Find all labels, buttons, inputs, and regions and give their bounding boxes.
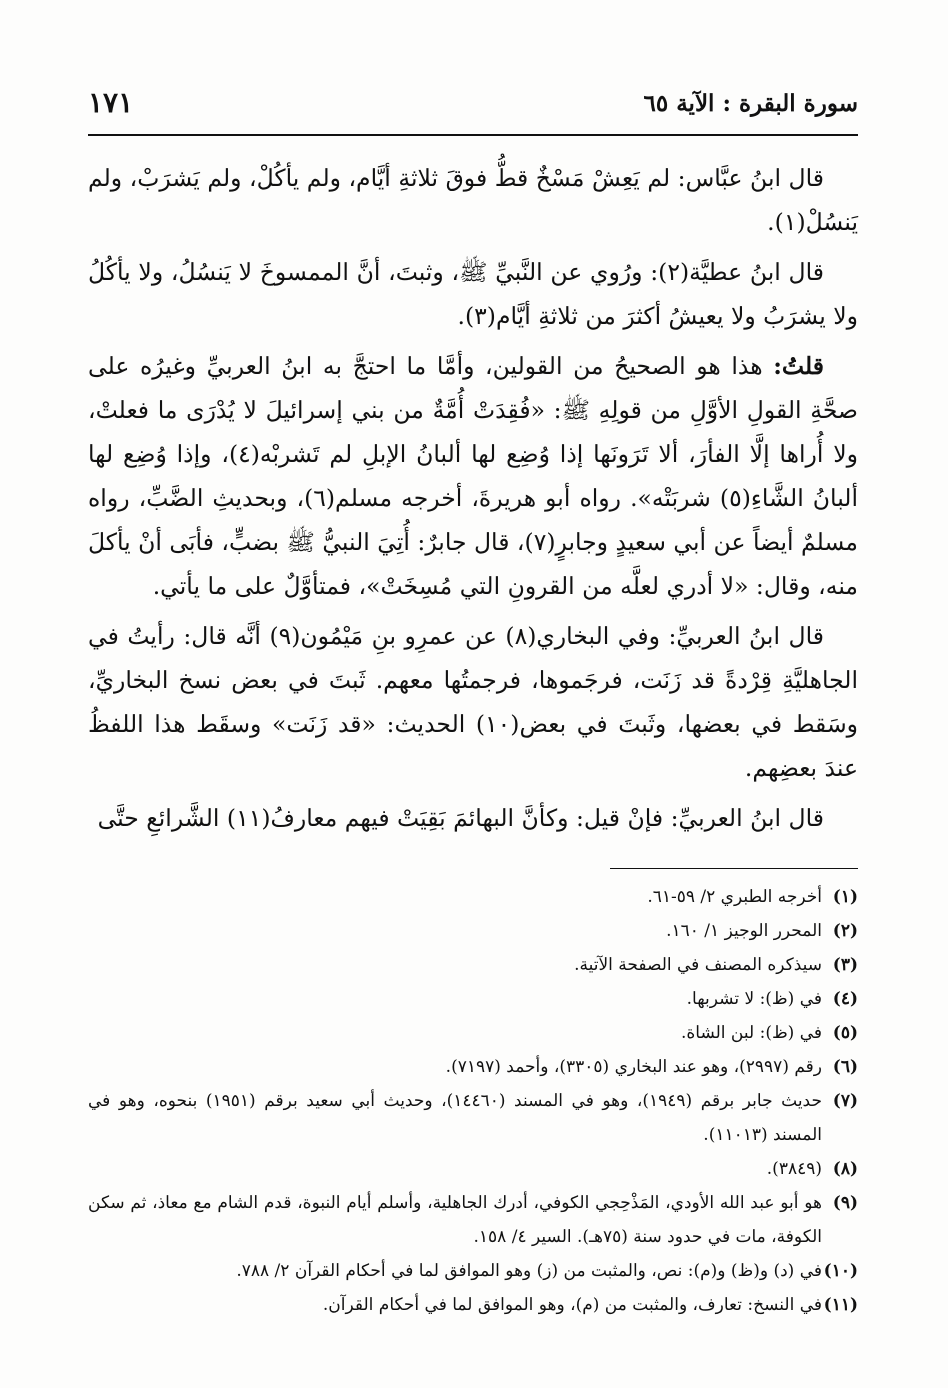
running-header (88, 86, 858, 132)
paragraph (88, 796, 858, 840)
footnote-number: (١١) (823, 1295, 858, 1315)
running-header-title: سورة البقرة : الآية ٦٥ (643, 90, 858, 117)
footnote-number: (١) (832, 887, 858, 907)
paragraph (88, 614, 858, 790)
footnote-number: (٥) (832, 1023, 858, 1043)
footnote-text: (٣٨٤٩). (766, 1159, 822, 1179)
footnote-item (88, 1016, 858, 1050)
footnote-item (88, 1050, 858, 1084)
footnote-item (88, 1152, 858, 1186)
footnote-number: (٨) (832, 1159, 858, 1179)
footnote-text: سيذكره المصنف في الصفحة الآتية. (574, 955, 822, 975)
paragraph-text: قال ابنُ العربيِّ: فإنْ قيل: وكأنَّ البهائمَ بَقِيَتْ فيهم معارفُ(١١) الشَّرائعِ حتَّى (97, 804, 824, 832)
page-number: ١٧١ (88, 86, 134, 119)
paragraph-text: هذا هو الصحيحُ من القولين، وأمَّا ما احتجَّ به ابنُ العربيِّ وغيرُه على صحَّةِ القولِ الأوَّلِ من قولِهِ ﷺ: «فُقِدَتْ أُمَّةٌ من بني إسرائيلَ لا يُدْرَى ما فعلتْ، ولا أُراها إلَّا الفأرَ، ألا تَرَونَها إذا وُضِع لها ألبانُ الإبلِ لم تَشربْه(٤)، وإذا وُضِع لها ألبانُ الشَّاءِ(٥) شربَتْه». رواه أبو هريرةَ، أخرجه مسلم(٦)، وبحديثِ الضَّبِّ، رواه مسلمٌ أيضاً عن أبي سعيدٍ وجابرٍ(٧)، قال جابرٌ: أُتِيَ النبيُّ ﷺ بضبٍّ، فأبَى أنْ يأكلَ منه، وقال: «لا أدري لعلَّه من القرونِ التي مُسِخَتْ»، فمتأوَّلٌ على ما يأتي. (88, 352, 858, 600)
footnote-number: (٢) (832, 921, 858, 941)
footnote-divider (610, 868, 858, 869)
footnote-number: (٩) (832, 1193, 858, 1213)
footnote-item (88, 1084, 858, 1152)
paragraph-lead: قلتُ: (773, 352, 824, 380)
footnote-text: في (د) و(ظ) و(م): نص، والمثبت من (ز) وهو الموافق لما في أحكام القرآن ٢/ ٧٨٨. (236, 1261, 822, 1281)
footnote-text: المحرر الوجيز ١/ ١٦٠. (666, 921, 822, 941)
footnote-number: (١٠) (823, 1261, 858, 1281)
footnote-text: رقم (٢٩٩٧)، وهو عند البخاري (٣٣٠٥)، وأحمد (٧١٩٧). (445, 1057, 822, 1077)
main-text (88, 156, 858, 846)
footnote-item (88, 1186, 858, 1254)
footnote-item (88, 914, 858, 948)
footnote-text: هو أبو عبد الله الأودي، المَذْحِجي الكوفي، أدرك الجاهلية، وأسلم أيام النبوة، قدم الشام مع معاذ، ثم سكن الكوفة، مات في حدود سنة (٧٥هـ). السير ٤/ ١٥٨. (88, 1193, 822, 1247)
footnote-number: (٧) (832, 1091, 858, 1111)
footnote-number: (٦) (832, 1057, 858, 1077)
footnote-item (88, 1254, 858, 1288)
footnote-text: في النسخ: تعارف، والمثبت من (م)، وهو الموافق لما في أحكام القرآن. (322, 1295, 822, 1315)
footnote-text: في (ظ): لبن الشاة. (680, 1023, 822, 1043)
footnote-item (88, 1288, 858, 1322)
paragraph-text: قال ابنُ عبَّاس: لم يَعِشْ مَسْخٌ قطُّ فوقَ ثلاثةِ أيَّام، ولم يأكُلْ، ولم يَشرَبْ، ولم يَنسُلْ(١). (88, 164, 858, 236)
footnotes (88, 880, 858, 1322)
paragraph (88, 344, 858, 608)
paragraph (88, 156, 858, 244)
footnote-item (88, 880, 858, 914)
footnote-item (88, 982, 858, 1016)
footnote-item (88, 948, 858, 982)
footnote-number: (٤) (832, 989, 858, 1009)
footnote-text: حديث جابر برقم (١٩٤٩)، وهو في المسند (١٤٤٦٠)، وحديث أبي سعيد برقم (١٩٥١) بنحوه، وهو في المسند (١١٠١٣). (88, 1091, 822, 1145)
footnote-text: في (ظ): لا تشربها. (686, 989, 822, 1009)
header-divider (88, 134, 858, 136)
paragraph-text: قال ابنُ العربيِّ: وفي البخاري(٨) عن عمرِو بنِ مَيْمُون(٩) أنَّه قال: رأيتُ في الجاهليَّةِ قِرْدةً قد زَنَت، فرجَموها، فرجمتُها معهم. ثَبتَ في بعض نسخ البخاريِّ، وسَقط في بعضها، وثَبتَ في بعض(١٠) الحديث: «قد زَنَت» وسقَط هذا اللفظُ عندَ بعضِهم. (88, 622, 858, 782)
footnote-text: أخرجه الطبري ٢/ ٥٩-٦١. (647, 887, 822, 907)
footnote-number: (٣) (832, 955, 858, 975)
paragraph (88, 250, 858, 338)
paragraph-text: قال ابنُ عطيَّة(٢): ورُوي عن النَّبيِّ ﷺ، وثبتَ، أنَّ الممسوخَ لا يَنسُلُ، ولا يأكُلُ ولا يشرَبُ ولا يعيشُ أكثرَ من ثلاثةِ أيَّام(٣). (88, 258, 858, 330)
